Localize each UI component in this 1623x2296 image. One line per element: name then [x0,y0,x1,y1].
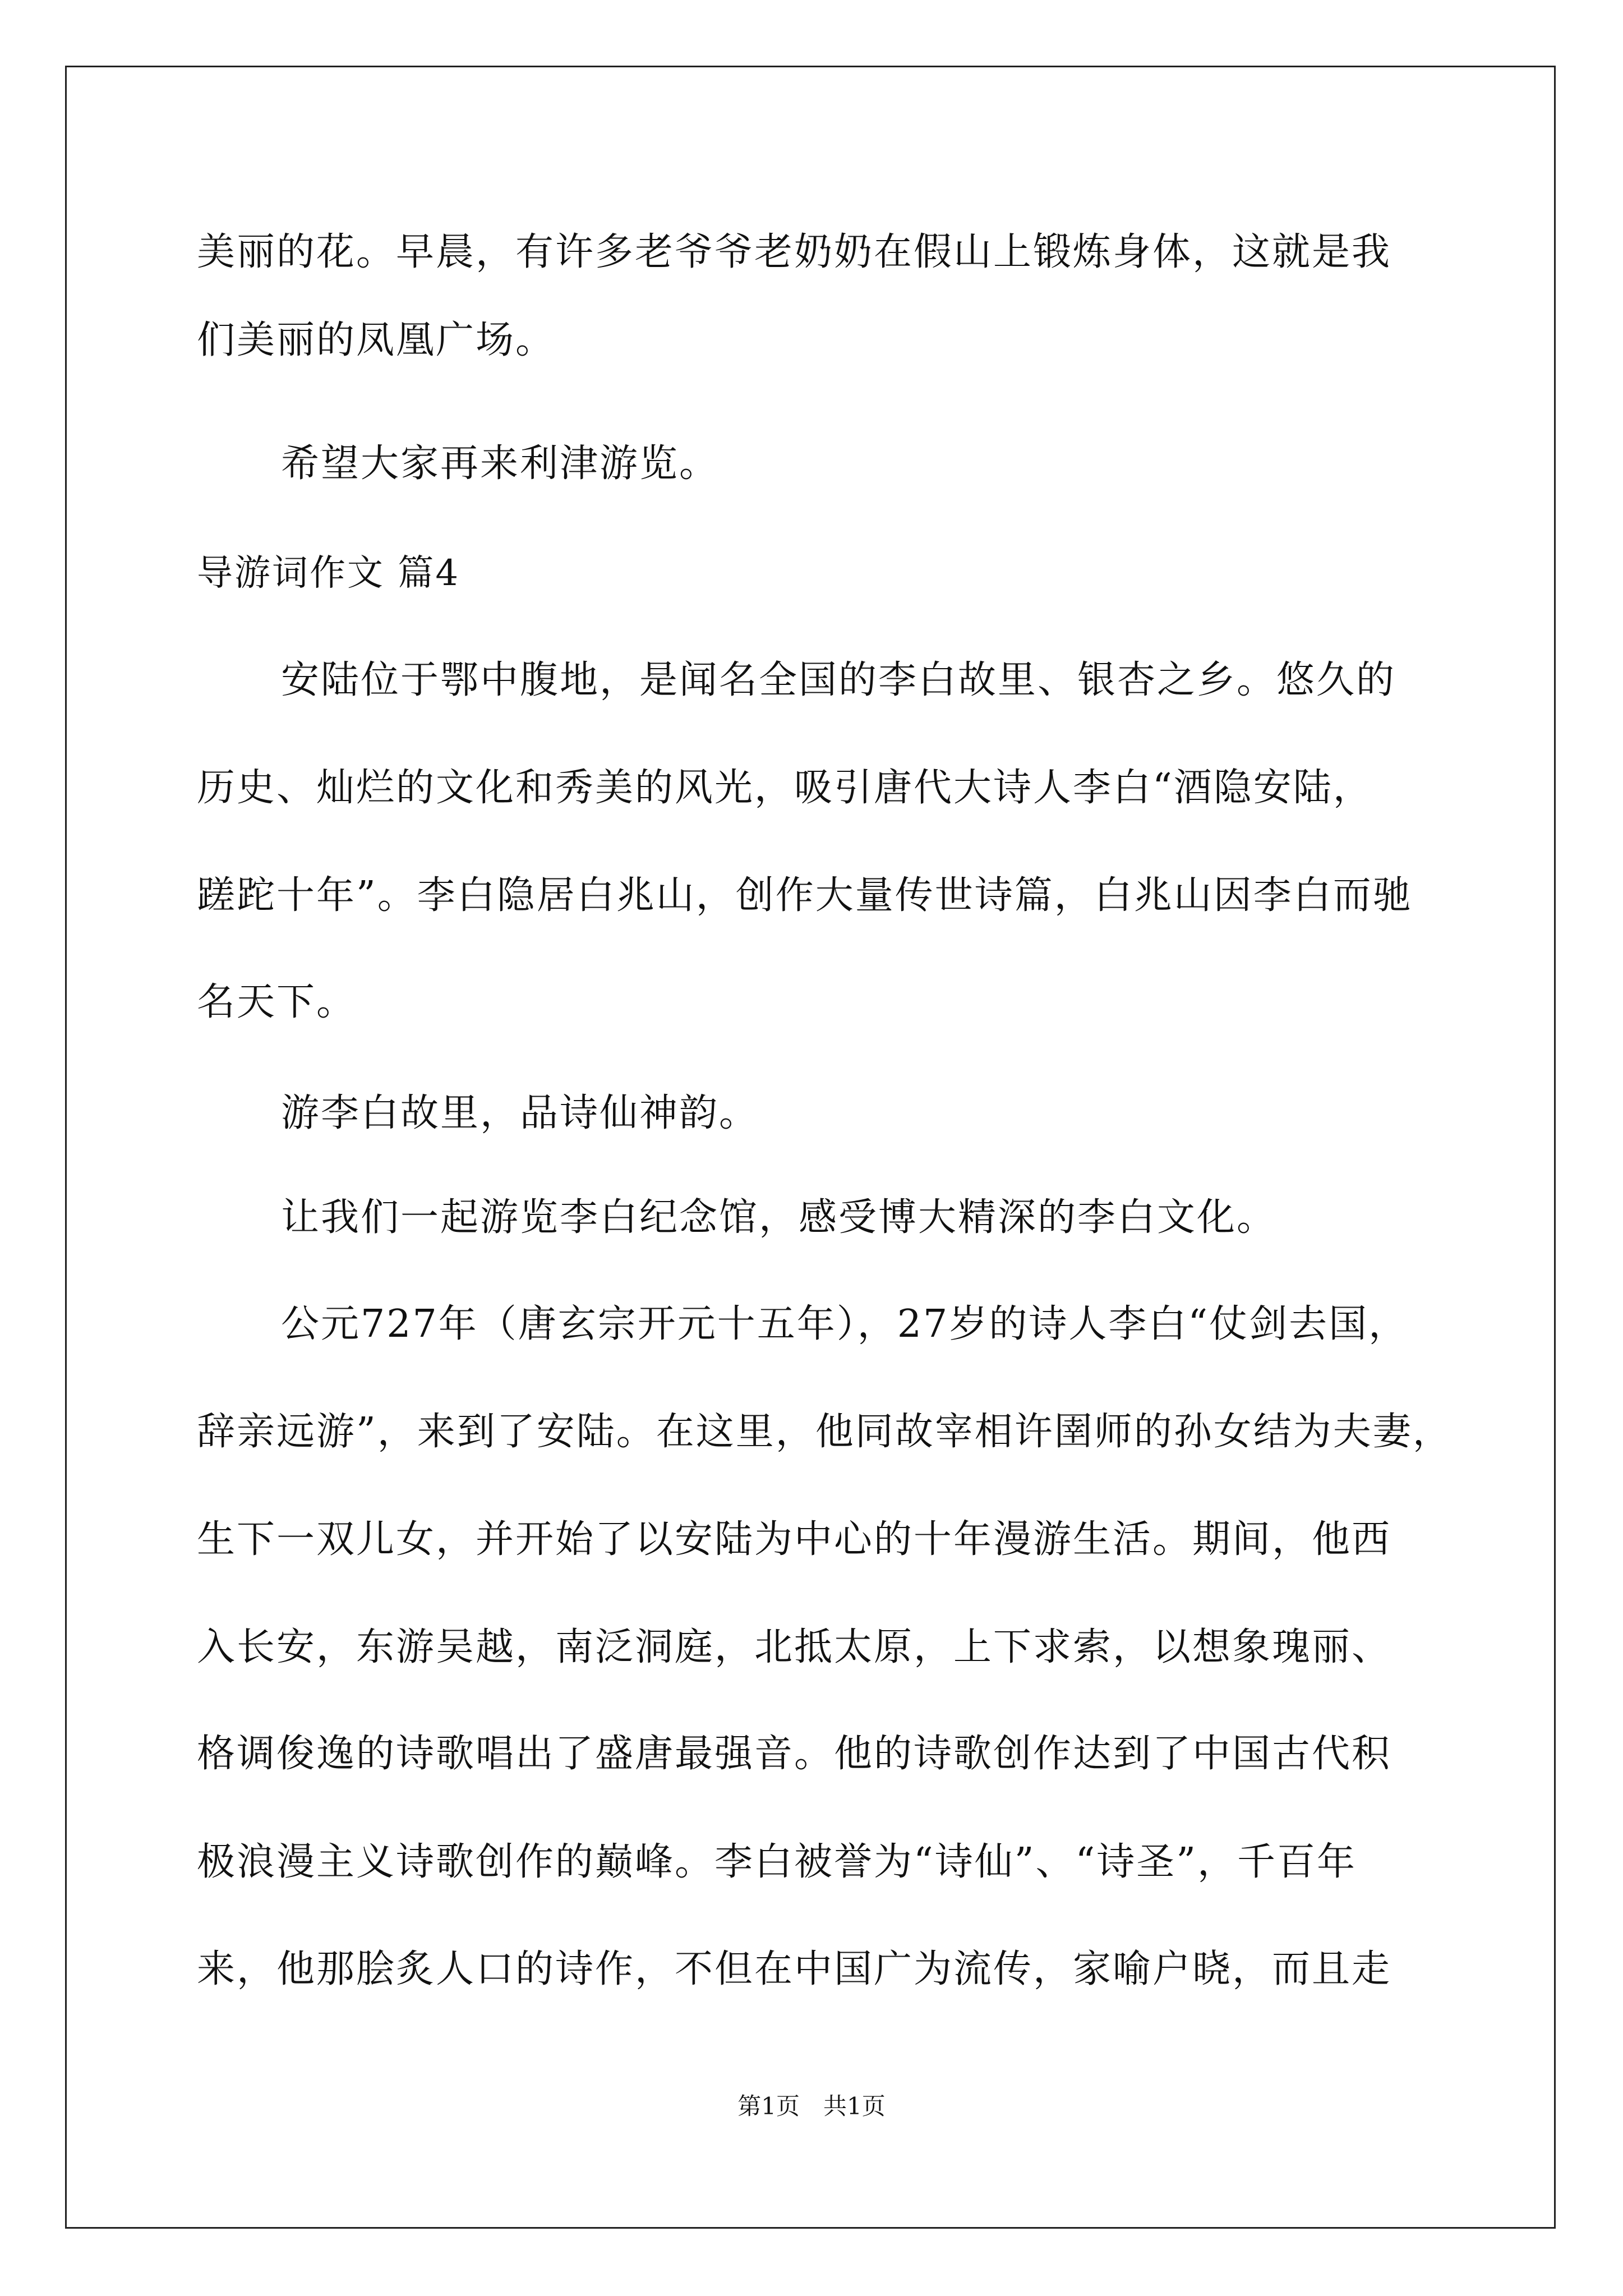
page-border [65,66,1556,2229]
text-line: 名天下。 [197,980,357,1024]
text-line: 来，他那脍炙人口的诗作，不但在中国广为流传，家喻户晓，而且走 [197,1947,1392,1991]
text-line: 美丽的花。早晨，有许多老爷爷老奶奶在假山上锻炼身体，这就是我 [197,230,1392,274]
section-heading: 导游词作文 篇4 [197,553,460,594]
text-line: 游李白故里，品诗仙神韵。 [281,1091,759,1135]
page-number: 第1页 共1页 [737,2092,886,2120]
text-line: 蹉跎十年”。李白隐居白兆山，创作大量传世诗篇，白兆山因李白而驰 [197,873,1413,918]
text-line: 生下一双儿女，并开始了以安陆为中心的十年漫游生活。期间，他西 [197,1517,1392,1562]
text-line: 历史、灿烂的文化和秀美的风光，吸引唐代大诗人李白“酒隐安陆， [197,766,1373,810]
text-line: 格调俊逸的诗歌唱出了盛唐最强音。他的诗歌创作达到了中国古代积 [197,1732,1392,1776]
text-line: 安陆位于鄂中腹地，是闻名全国的李白故里、银杏之乡。悠久的 [281,658,1396,702]
text-line: 入长安，东游吴越，南泛洞庭，北抵太原，上下求索，以想象瑰丽、 [197,1625,1392,1669]
text-line: 们美丽的凤凰广场。 [197,318,556,362]
text-line: 极浪漫主义诗歌创作的巅峰。李白被誉为“诗仙”、“诗圣”，千百年 [197,1840,1357,1884]
text-line: 让我们一起游览李白纪念馆，感受博大精深的李白文化。 [281,1195,1277,1240]
text-line: 希望大家再来利津游览。 [281,441,720,486]
text-line: 公元727年（唐玄宗开元十五年），27岁的诗人李白“仗剑去国， [281,1302,1409,1346]
text-line: 辞亲远游”，来到了安陆。在这里，他同故宰相许圉师的孙女结为夫妻， [197,1410,1453,1454]
